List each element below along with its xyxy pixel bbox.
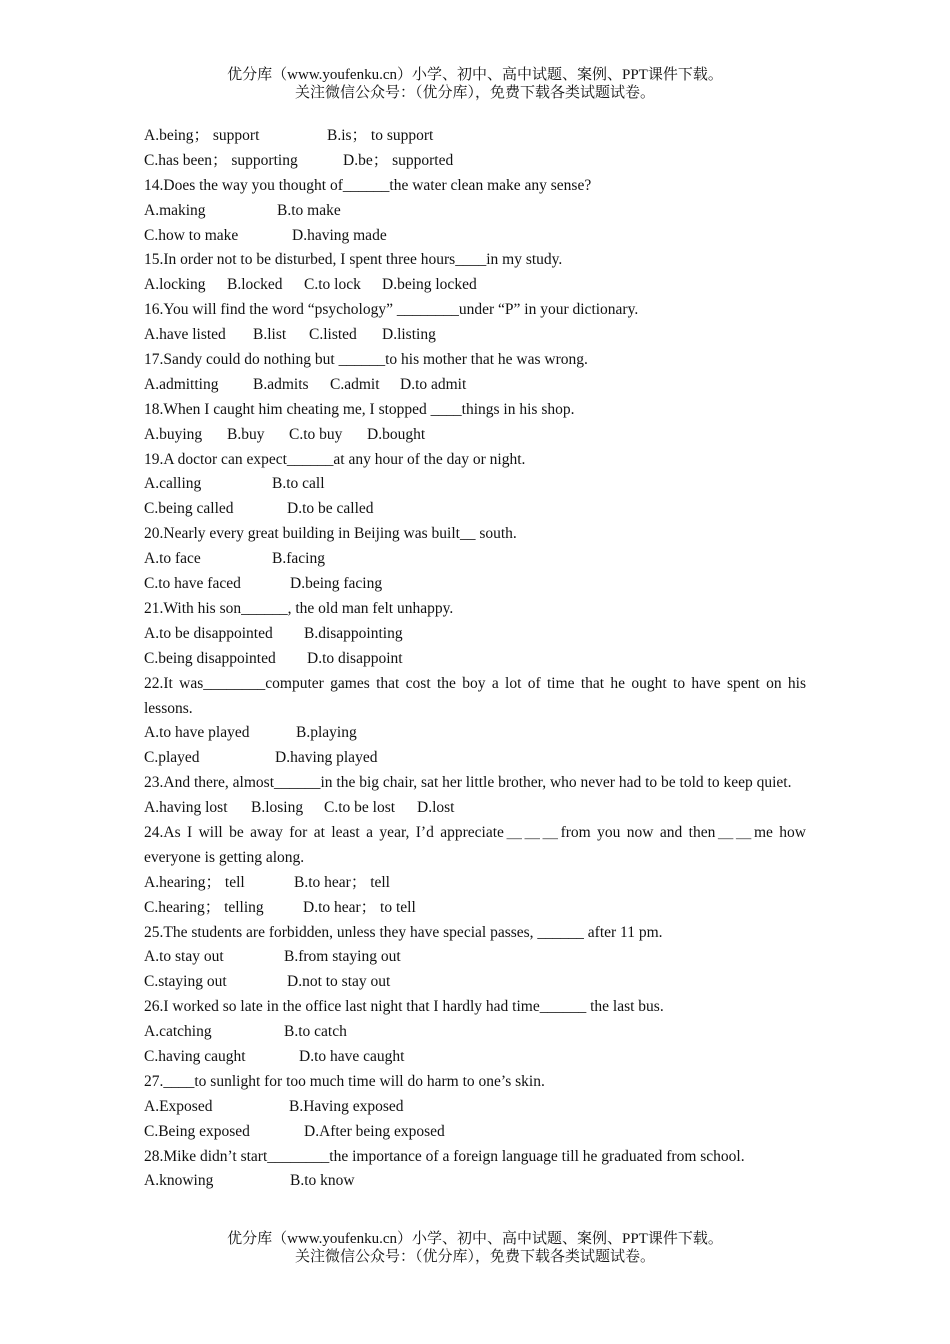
option-d: D.listing	[382, 326, 436, 344]
q13-options-row-2	[144, 149, 806, 174]
page-footer	[0, 1230, 950, 1266]
option-a: A.catching	[144, 1023, 212, 1041]
q24-stem: 24.As I will be away for at least a year, I’d appreciate＿＿＿from you now and then＿＿me how everyone is getting along.	[144, 823, 806, 866]
q21-options-row-2	[144, 647, 806, 672]
option-a: A.to stay out	[144, 948, 224, 966]
header-line-2: 关注微信公众号：（优分库），免费下载各类试题试卷。	[294, 85, 655, 101]
option-b: B.to call	[272, 475, 325, 493]
option-d: D.be； supported	[343, 151, 454, 169]
q23-options	[144, 796, 806, 821]
q13-options-row-1	[144, 124, 806, 149]
option-c: C.how to make	[144, 226, 239, 244]
q26-stem: 26.I worked so late in the office last night that I hardly had time______ the last bus.	[144, 998, 664, 1016]
q15-stem: 15.In order not to be disturbed, I spent three hours____in my study.	[144, 251, 563, 269]
option-b: B.is； to support	[327, 127, 434, 144]
q26-options-row-1	[144, 1020, 806, 1045]
option-d: D.not to stay out	[287, 973, 391, 991]
option-d: D.to hear； to tell	[303, 898, 416, 916]
option-a: A.making	[144, 201, 206, 219]
q17-stem: 17.Sandy could do nothing but ______to his mother that he was wrong.	[144, 351, 588, 369]
q24-options-row-1	[144, 871, 806, 896]
q18-stem: 18.When I caught him cheating me, I stopped ____things in his shop.	[144, 400, 575, 418]
option-a: A.knowing	[144, 1172, 214, 1190]
option-d: D.having made	[292, 226, 387, 244]
q19-options-row-1	[144, 472, 806, 497]
option-d: D.lost	[417, 799, 455, 817]
q24-options-row-2	[144, 896, 806, 921]
q19-stem: 19.A doctor can expect______at any hour of the day or night.	[144, 450, 526, 468]
option-c: C.hearing； telling	[144, 898, 264, 916]
q14-options-row-1	[144, 199, 806, 224]
option-c: C.being disappointed	[144, 649, 276, 667]
q18-options	[144, 423, 806, 448]
option-d: D.being facing	[290, 575, 383, 593]
option-c: C.admit	[330, 375, 380, 393]
option-a: A.to be disappointed	[144, 624, 273, 642]
option-b: B.facing	[272, 550, 325, 568]
q28-stem: 28.Mike didn’t start________the importance of a foreign language till he graduated from school.	[144, 1147, 745, 1165]
option-d: D.to disappoint	[307, 649, 403, 667]
q15-options	[144, 273, 806, 298]
option-b: B.list	[253, 326, 287, 344]
q25-stem: 25.The students are forbidden, unless they have special passes, ______ after 11 pm.	[144, 923, 663, 941]
page-header	[0, 66, 950, 102]
q23-stem: 23.And there, almost______in the big chair, sat her little brother, who never had to be told to keep quiet.	[144, 774, 792, 792]
option-b: B.disappointing	[304, 624, 403, 642]
option-b: B.to catch	[284, 1023, 347, 1041]
option-d: D.to be called	[287, 500, 374, 518]
option-d: D.bought	[367, 425, 426, 443]
option-b: B.Having exposed	[289, 1097, 404, 1115]
q20-options-row-2	[144, 572, 806, 597]
q25-options-row-1	[144, 945, 806, 970]
footer-line-1: 优分库（www.youfenku.cn）小学、初中、高中试题、案例、PPT课件下载。	[227, 1231, 723, 1247]
q16-stem: 16.You will find the word “psychology” ________under “P” in your dictionary.	[144, 301, 639, 319]
option-b: B.admits	[253, 375, 309, 393]
option-b: B.from staying out	[284, 948, 401, 966]
option-c: C.to have faced	[144, 575, 241, 593]
option-c: C.played	[144, 749, 200, 767]
option-c: C.to lock	[304, 276, 361, 294]
option-b: B.to make	[277, 201, 341, 219]
option-a: A.having lost	[144, 799, 228, 817]
q14-options-row-2	[144, 224, 806, 249]
option-b: B.buy	[227, 425, 265, 443]
option-d: D.to admit	[400, 375, 467, 393]
option-d: D.having played	[275, 749, 378, 767]
option-a: A.locking	[144, 276, 206, 294]
exam-content	[144, 124, 806, 1194]
option-a: A.hearing； tell	[144, 873, 245, 891]
q22-options-row-1	[144, 721, 806, 746]
q17-options	[144, 373, 806, 398]
option-c: C.Being exposed	[144, 1122, 250, 1140]
footer-line-2: 关注微信公众号：（优分库），免费下载各类试题试卷。	[294, 1249, 655, 1265]
option-a: A.being； support	[144, 127, 260, 144]
option-c: C.to be lost	[324, 799, 396, 817]
q21-stem: 21.With his son______, the old man felt unhappy.	[144, 599, 454, 617]
option-c: C.to buy	[289, 425, 343, 443]
q16-options	[144, 323, 806, 348]
q27-options-row-1	[144, 1095, 806, 1120]
option-a: A.Exposed	[144, 1097, 213, 1115]
q22-stem: 22.It was________computer games that cost the boy a lot of time that he ought to have spent on his lessons.	[144, 674, 806, 717]
option-a: A.have listed	[144, 326, 226, 344]
option-a: A.calling	[144, 475, 202, 493]
q28-options-row-1	[144, 1169, 806, 1194]
option-a: A.to face	[144, 550, 201, 568]
q14-stem: 14.Does the way you thought of______the water clean make any sense?	[144, 176, 592, 194]
header-line-1: 优分库（www.youfenku.cn）小学、初中、高中试题、案例、PPT课件下载。	[227, 67, 723, 83]
option-a: A.admitting	[144, 375, 219, 393]
option-d: D.being locked	[382, 276, 477, 294]
q27-options-row-2	[144, 1120, 806, 1145]
q19-options-row-2	[144, 497, 806, 522]
option-c: C.staying out	[144, 973, 227, 991]
option-d: D.After being exposed	[304, 1122, 445, 1140]
q20-options-row-1	[144, 547, 806, 572]
option-b: B.to know	[290, 1172, 355, 1190]
q25-options-row-2	[144, 970, 806, 995]
option-c: C.listed	[309, 326, 357, 344]
option-b: B.playing	[296, 724, 357, 742]
option-c: C.being called	[144, 500, 234, 518]
option-b: B.losing	[251, 799, 304, 817]
option-a: A.to have played	[144, 724, 250, 742]
option-c: C.having caught	[144, 1048, 246, 1066]
q22-options-row-2	[144, 746, 806, 771]
option-a: A.buying	[144, 425, 203, 443]
q20-stem: 20.Nearly every great building in Beijing was built__ south.	[144, 525, 517, 543]
option-b: B.locked	[227, 276, 283, 294]
q27-stem: 27.____to sunlight for too much time will do harm to one’s skin.	[144, 1072, 545, 1090]
option-d: D.to have caught	[299, 1048, 405, 1066]
option-c: C.has been； supporting	[144, 151, 298, 169]
q21-options-row-1	[144, 622, 806, 647]
option-b: B.to hear； tell	[294, 873, 390, 891]
q26-options-row-2	[144, 1045, 806, 1070]
